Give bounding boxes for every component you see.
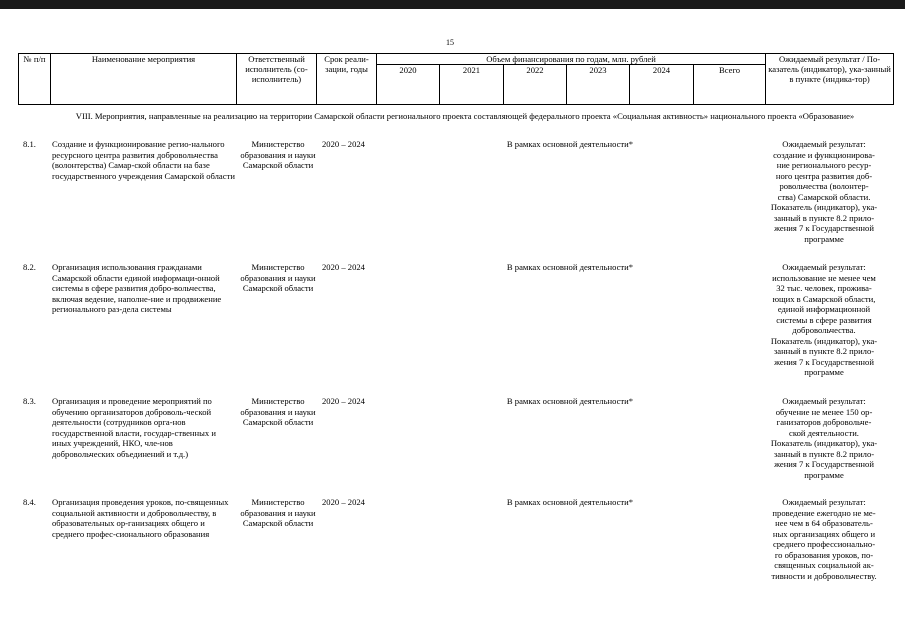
result-line: Ожидаемый результат: [782,497,866,507]
result-line: ющих в Самарской области, [772,293,876,304]
result-line: занный в пункте 8.2 прило- [773,346,875,356]
row-number: 8.4. [23,497,36,507]
result-line: Показатель (индикатор), ука- [770,202,878,212]
row-financing: В рамках основной деятельности* [506,139,634,149]
header-year: 2023 [567,65,630,105]
row-responsible: Министерство образования и науки Самарской области [240,396,316,427]
table-header [18,53,894,105]
result-line: тивности и добровольчеству. [771,570,877,581]
result-line: проведение ежегодно не ме- [772,507,876,518]
result-line: программе [804,367,844,377]
result-line: жения 7 к Государственной [774,459,874,469]
result-line: программе [804,469,844,480]
result-line: системы в сфере развития [776,314,872,325]
header-total: Всего [694,65,766,105]
result-line: ние регионального ресур- [776,160,872,170]
result-line: занный в пункте 8.2 прило- [773,212,875,223]
row-number: 8.1. [23,139,36,149]
row-name: Организация и проведение мероприятий по обучению организаторов доброволь-ческой деятельности (сотрудников орга-нов государственной власти, государ-ственных и иных учреждений, НКО, чле-нов добровольческих объединений и т.д.) [52,396,216,459]
header-result: Ожидаемый результат / По-казатель (индикатор), ука-занный в пункте (индика-тор) [766,54,894,105]
result-line: Ожидаемый результат: [782,396,866,406]
result-line: программе [804,233,844,244]
row-number: 8.3. [23,396,36,406]
result-line: ровольчества (волонтер- [779,181,869,191]
result-line: го образования уроков, по- [774,549,874,560]
header-responsible: Ответственный исполнитель (со-исполнитель) [237,54,317,105]
result-line: создание и функционирова- [773,149,875,160]
row-responsible: Министерство образования и науки Самарской области [240,497,316,528]
header-name: Наименование мероприятия [51,54,237,105]
row-result [758,497,890,581]
section-title: VIII. Мероприятия, направленные на реализацию на территории Самарской области регионального проекта составляющей федерального проекта «Социальная активность» национального проекта «Образование» [75,111,855,121]
result-line: жения 7 к Государственной [774,223,874,233]
result-line: нее чем в 64 образователь- [775,518,873,528]
header-year: 2020 [377,65,440,105]
result-line: ганизаторов добровольче- [776,417,872,427]
result-line: Показатель (индикатор), ука- [770,438,878,448]
row-responsible: Министерство образования и науки Самарской области [240,139,316,170]
result-line: использование не менее чем [772,272,876,283]
header-year: 2022 [504,65,567,105]
row-result [758,396,890,480]
row-term: 2020 – 2024 [322,262,365,272]
header-number: № п/п [19,54,51,105]
row-term: 2020 – 2024 [322,139,365,149]
result-line: единой информационной [777,304,871,314]
row-name: Создание и функционирование регио-нального ресурсного центра развития добровольчества (волонтерства) Самар-ской области на базе государственного учреждения Самарской области [52,139,235,181]
row-number: 8.2. [23,262,36,272]
top-border-bar [0,0,905,9]
result-line: ного центра развития доб- [775,170,873,181]
row-name: Организация проведения уроков, по-священных социальной активности и добровольчеству, в образовательных ор-ганизациях общего и среднего профес-сионального образования [52,497,229,539]
result-line: Ожидаемый результат: [782,139,866,149]
header-year: 2021 [440,65,504,105]
result-line: ства) Самарской области. [777,191,871,202]
result-line: обучение не менее 150 ор- [775,406,873,417]
row-term: 2020 – 2024 [322,396,365,406]
row-financing: В рамках основной деятельности* [506,262,634,272]
header-term: Срок реали-зации, годы [317,54,377,105]
header-financing: Объем финансирования по годам, млн. рублей [377,54,766,65]
row-financing: В рамках основной деятельности* [506,497,634,507]
result-line: 32 тыс. человек, прожива- [776,283,872,293]
row-responsible: Министерство образования и науки Самарской области [240,262,316,293]
row-term: 2020 – 2024 [322,497,365,507]
result-line: среднего профессионально- [772,539,876,549]
result-line: священных социальной ак- [774,560,874,570]
result-line: занный в пункте 8.2 прило- [773,448,875,459]
result-line: ных организациях общего и [772,528,876,539]
result-line: Ожидаемый результат: [782,262,866,272]
row-result [758,139,890,244]
row-result [758,262,890,378]
result-line: ской деятельности. [789,427,859,438]
row-financing: В рамках основной деятельности* [506,396,634,406]
header-year: 2024 [630,65,694,105]
result-line: жения 7 к Государственной [774,356,874,367]
row-name: Организация использования гражданами Самарской области единой информаци-онной системы в сфере развития добро-вольчества, включая ведение, наполне-ние и продвижение регионального раз-дела системы [52,262,222,314]
result-line: Показатель (индикатор), ука- [770,335,878,346]
page-number: 15 [446,38,454,47]
result-line: добровольчества. [792,325,856,335]
